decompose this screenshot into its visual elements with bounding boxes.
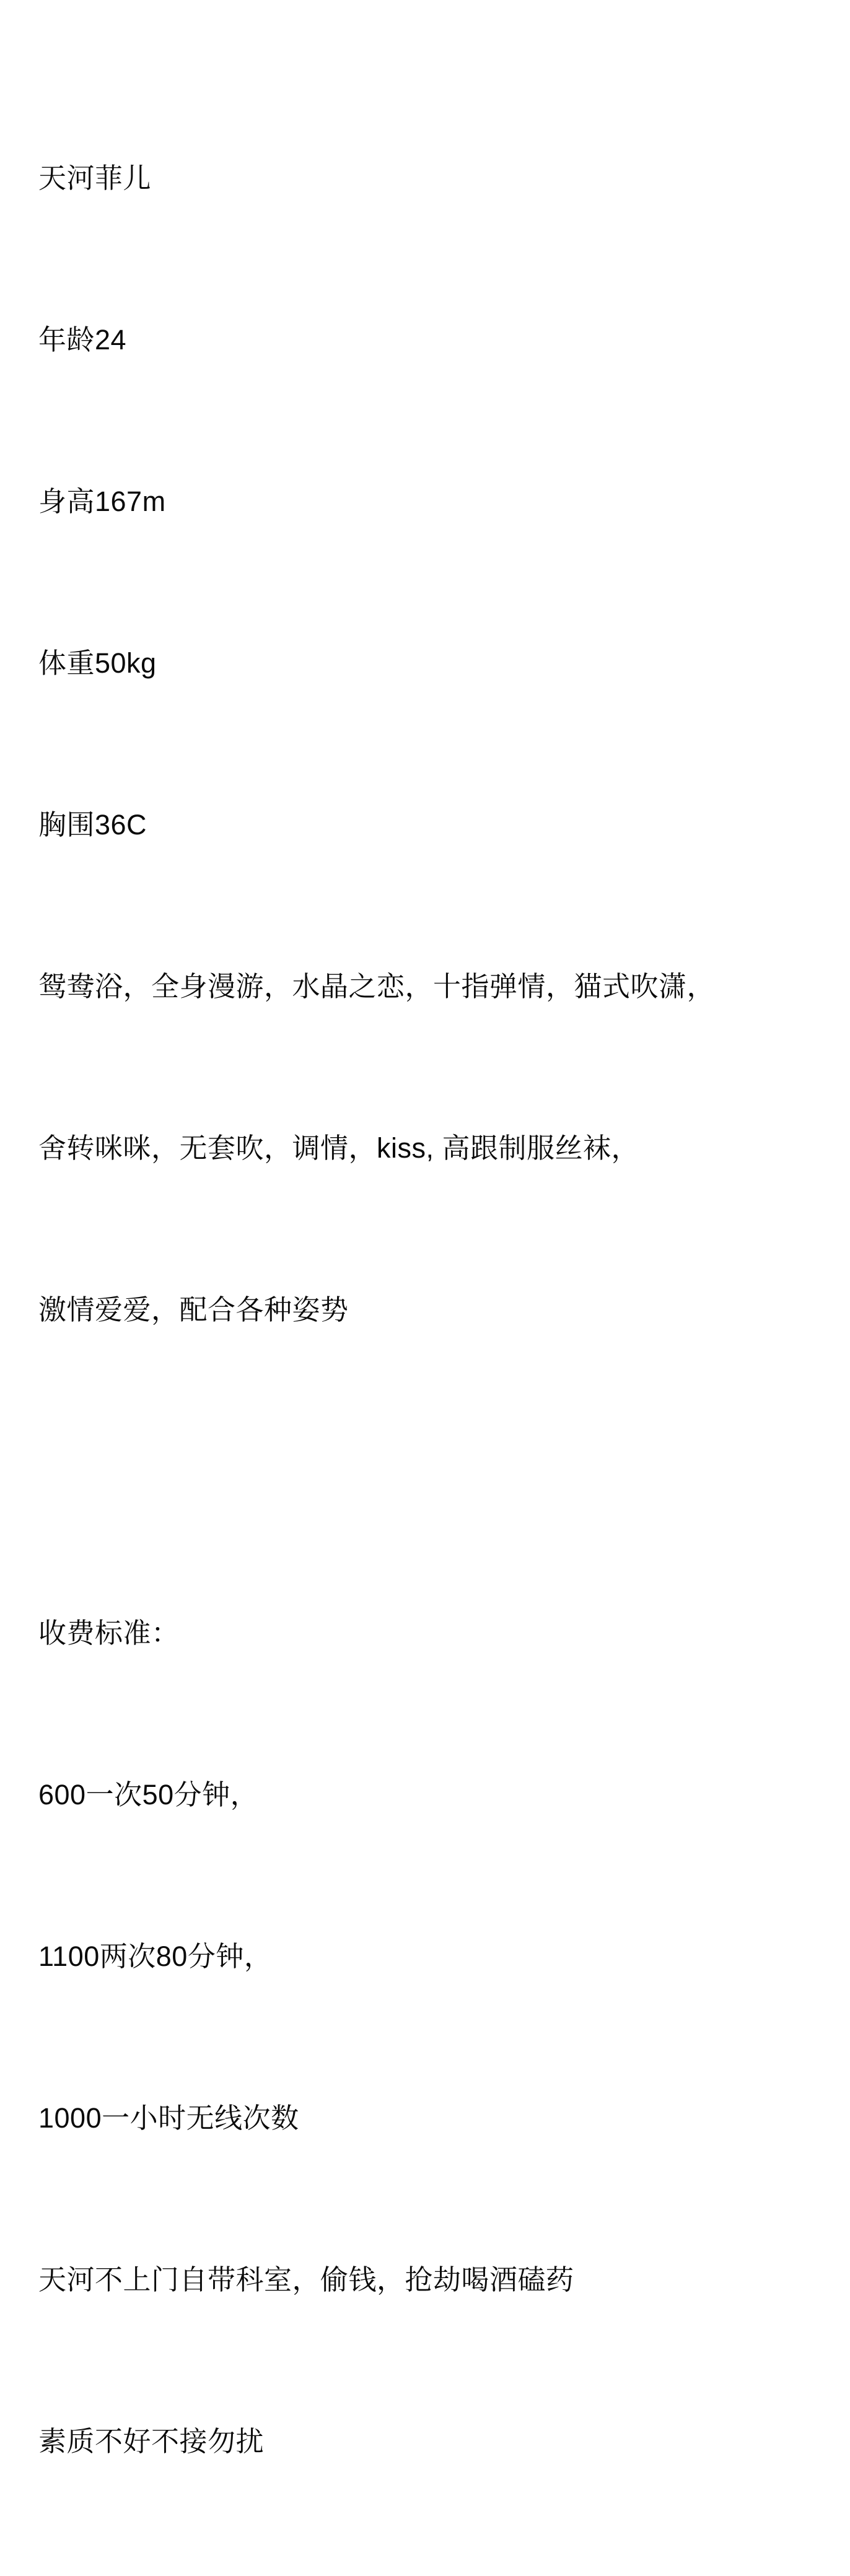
profile-weight: 体重50kg [38,647,157,679]
profile-bust: 胸围36C [38,809,147,840]
profile-name: 天河菲儿 [38,162,152,194]
profile-age: 年龄24 [38,324,127,356]
pricing-note-2: 素质不好不接勿扰 [38,2425,265,2457]
pricing-heading: 收费标准： [38,1617,180,1649]
pricing-item-3: 1000一小时无线次数 [38,2102,299,2134]
pricing-note-1: 天河不上门自带科室，偷钱，抢劫喝酒磕药 [38,2264,574,2295]
services-line-3: 激情爱爱，配合各种姿势 [38,1294,349,1325]
pricing-item-2: 1100两次80分钟， [38,1941,273,1972]
document-text-block [38,43,813,2576]
pricing-item-1: 600一次50分钟， [38,1779,259,1810]
services-line-1: 鸳鸯浴，全身漫游，水晶之恋，十指弹情，猫式吹潇， [38,971,716,1002]
profile-height: 身高167m [38,486,166,517]
services-line-2: 舍转咪咪，无套吹，调情，kiss, 高跟制服丝袜， [38,1132,640,1164]
paragraph-spacer [38,1444,813,1498]
